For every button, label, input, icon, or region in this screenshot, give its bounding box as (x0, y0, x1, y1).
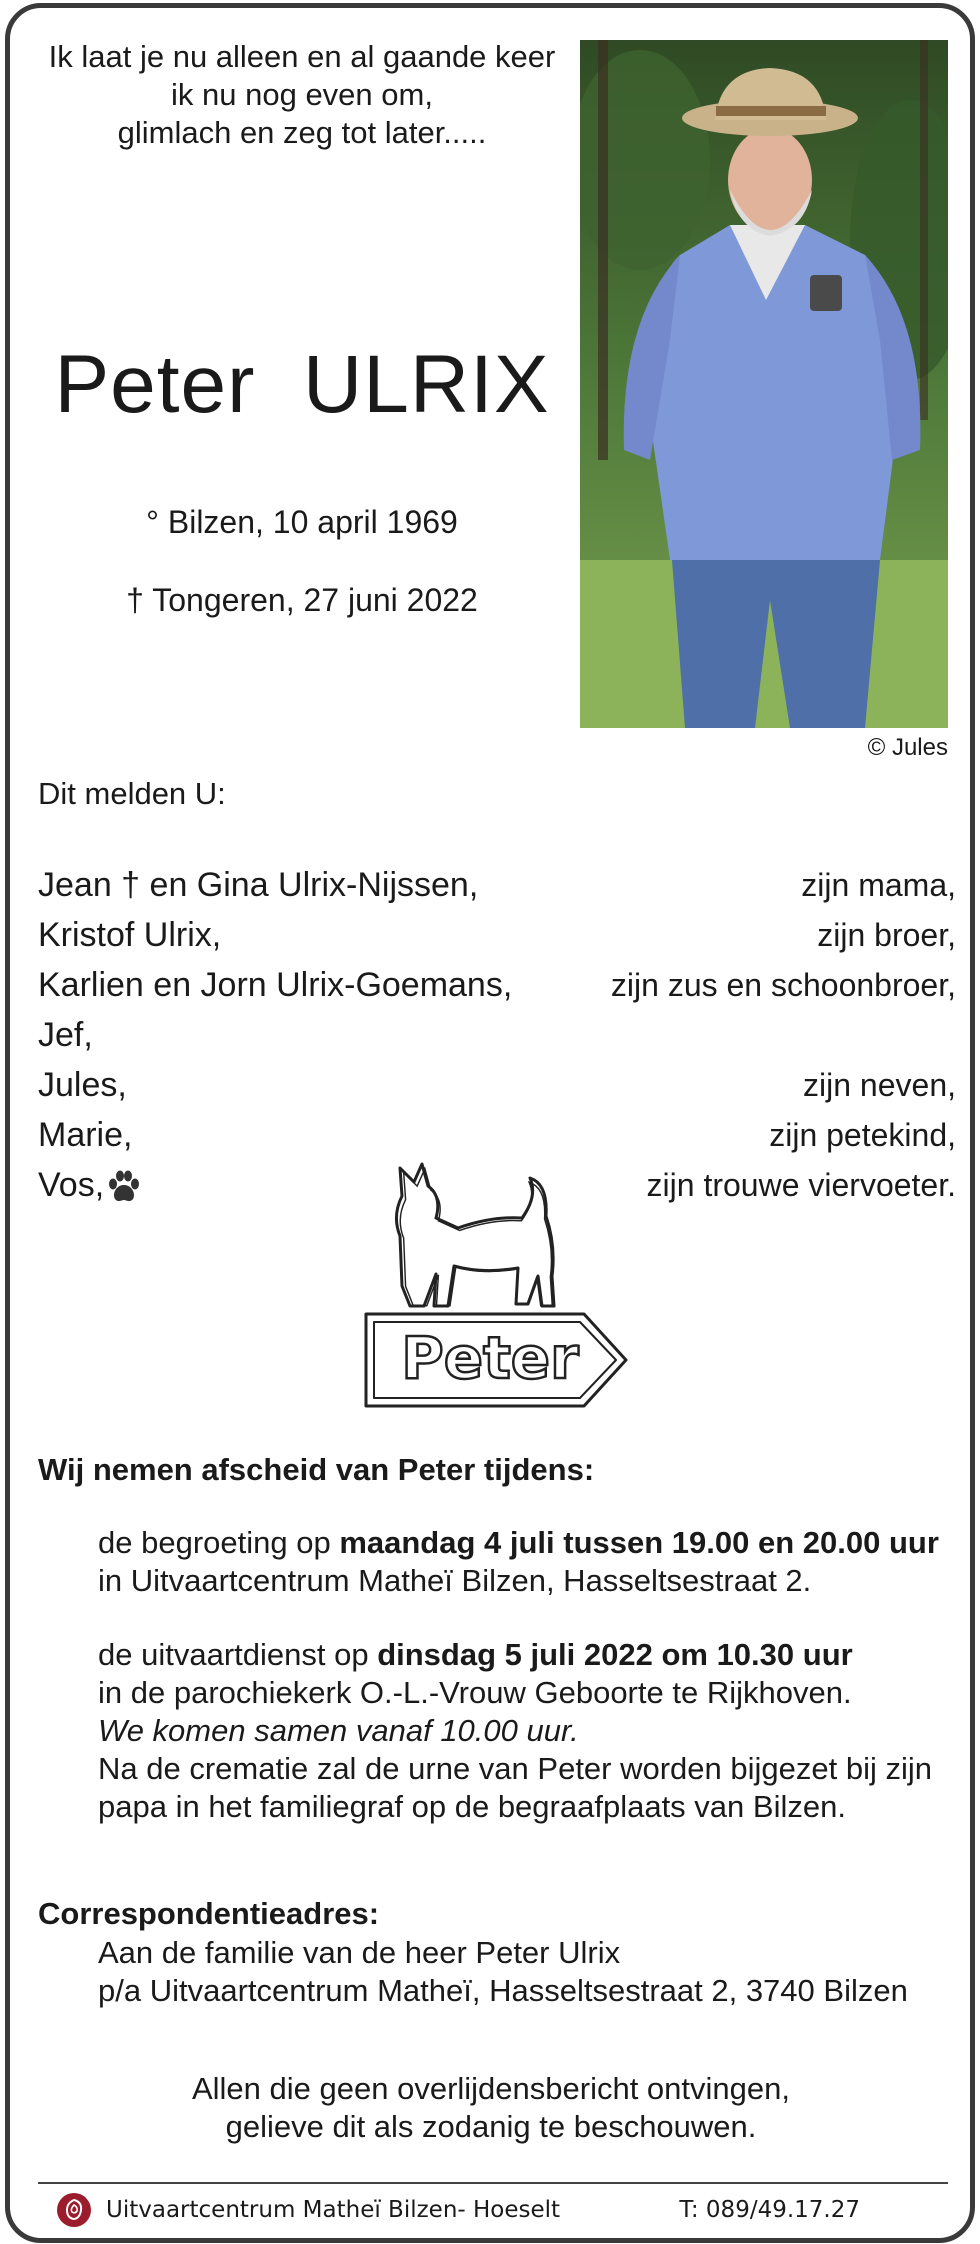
service-location: in de parochiekerk O.-L.-Vrouw Geboorte te Rijkhoven. (98, 1675, 852, 1710)
service-gathering (98, 1712, 932, 1750)
family-row (38, 1060, 956, 1110)
family-member-name: Vos, (38, 1165, 105, 1204)
greeting-line (98, 1524, 939, 1562)
service-gathering-text: We komen samen vanaf 10.00 uur. (98, 1713, 579, 1748)
portrait-illustration (580, 40, 948, 728)
poem-line: Ik laat je nu alleen en al gaande keer (48, 39, 556, 74)
family-relation: zijn broer, (817, 916, 956, 953)
greeting-block (98, 1524, 939, 1600)
service-prefix: de uitvaartdienst op (98, 1637, 378, 1672)
family-member-name: Marie, (38, 1115, 133, 1154)
footer-divider (38, 2182, 948, 2184)
obituary-card (5, 3, 975, 2243)
family-member-name-with-icon (38, 1166, 142, 1205)
greeting-prefix: de begroeting op (98, 1525, 340, 1560)
service-urn-note-2: papa in het familiegraf op de begraafplaats van Bilzen. (98, 1789, 846, 1824)
family-relation: zijn zus en schoonbroer, (610, 966, 956, 1003)
funeral-home-phone: T: 089/49.17.27 (679, 2197, 860, 2223)
service-urn-note: Na de crematie zal de urne van Peter worden bijgezet bij zijn (98, 1751, 933, 1786)
correspondence-address (98, 1934, 908, 2010)
rose-logo-icon (56, 2192, 92, 2228)
dog-sign-text: Peter (401, 1324, 579, 1392)
family-member-name: Kristof Ulrix, (38, 915, 222, 954)
family-row (38, 960, 956, 1010)
photo-credit: © Jules (867, 734, 948, 761)
announcement-intro: Dit melden U: (38, 776, 226, 811)
family-member-name: Jules, (38, 1065, 127, 1104)
poem-line: glimlach en zeg tot later..... (117, 115, 487, 150)
family-relation: zijn trouwe viervoeter. (646, 1166, 956, 1203)
family-relation: zijn petekind, (769, 1116, 956, 1153)
portrait-photo (580, 40, 948, 728)
service-datetime: dinsdag 5 juli 2022 om 10.30 uur (377, 1637, 853, 1672)
family-relation: zijn neven, (803, 1066, 956, 1103)
footer (38, 2188, 948, 2232)
death-info: † Tongeren, 27 juni 2022 (126, 582, 478, 618)
funeral-home-name: Uitvaartcentrum Matheï Bilzen- Hoeselt (106, 2197, 561, 2223)
family-member-name: Jef, (38, 1015, 93, 1054)
family-row (38, 1010, 956, 1060)
family-row (38, 1110, 956, 1160)
dog-sign-illustration (362, 1156, 634, 1408)
family-member-name: Jean † en Gina Ulrix-Nijssen, (38, 865, 479, 904)
poem-line: ik nu nog even om, (171, 77, 433, 112)
family-row (38, 910, 956, 960)
service-line (98, 1636, 932, 1674)
deceased-name: Peter ULRIX (54, 339, 550, 430)
correspondence-line: p/a Uitvaartcentrum Matheï, Hasseltsestraat 2, 3740 Bilzen (98, 1973, 908, 2008)
paw-print-icon (106, 1170, 142, 1204)
greeting-location: in Uitvaartcentrum Matheï Bilzen, Hasseltsestraat 2. (98, 1563, 812, 1598)
birth-info: ° Bilzen, 10 april 1969 (146, 504, 458, 540)
correspondence-line: Aan de familie van de heer Peter Ulrix (98, 1935, 621, 1970)
farewell-heading: Wij nemen afscheid van Peter tijdens: (38, 1452, 595, 1487)
greeting-datetime: maandag 4 juli tussen 19.00 en 20.00 uur (339, 1525, 939, 1560)
closing-line: gelieve dit als zodanig te beschouwen. (225, 2109, 757, 2144)
closing-note (32, 2070, 950, 2146)
family-member-name: Karlien en Jorn Ulrix-Goemans, (38, 965, 513, 1004)
family-relation: zijn mama, (801, 866, 956, 903)
closing-line: Allen die geen overlijdensbericht ontvingen, (191, 2071, 790, 2106)
dog-silhouette-icon (362, 1156, 634, 1408)
service-block (98, 1636, 932, 1826)
family-row (38, 860, 956, 910)
correspondence-heading: Correspondentieadres: (38, 1896, 380, 1931)
poem (32, 38, 572, 152)
